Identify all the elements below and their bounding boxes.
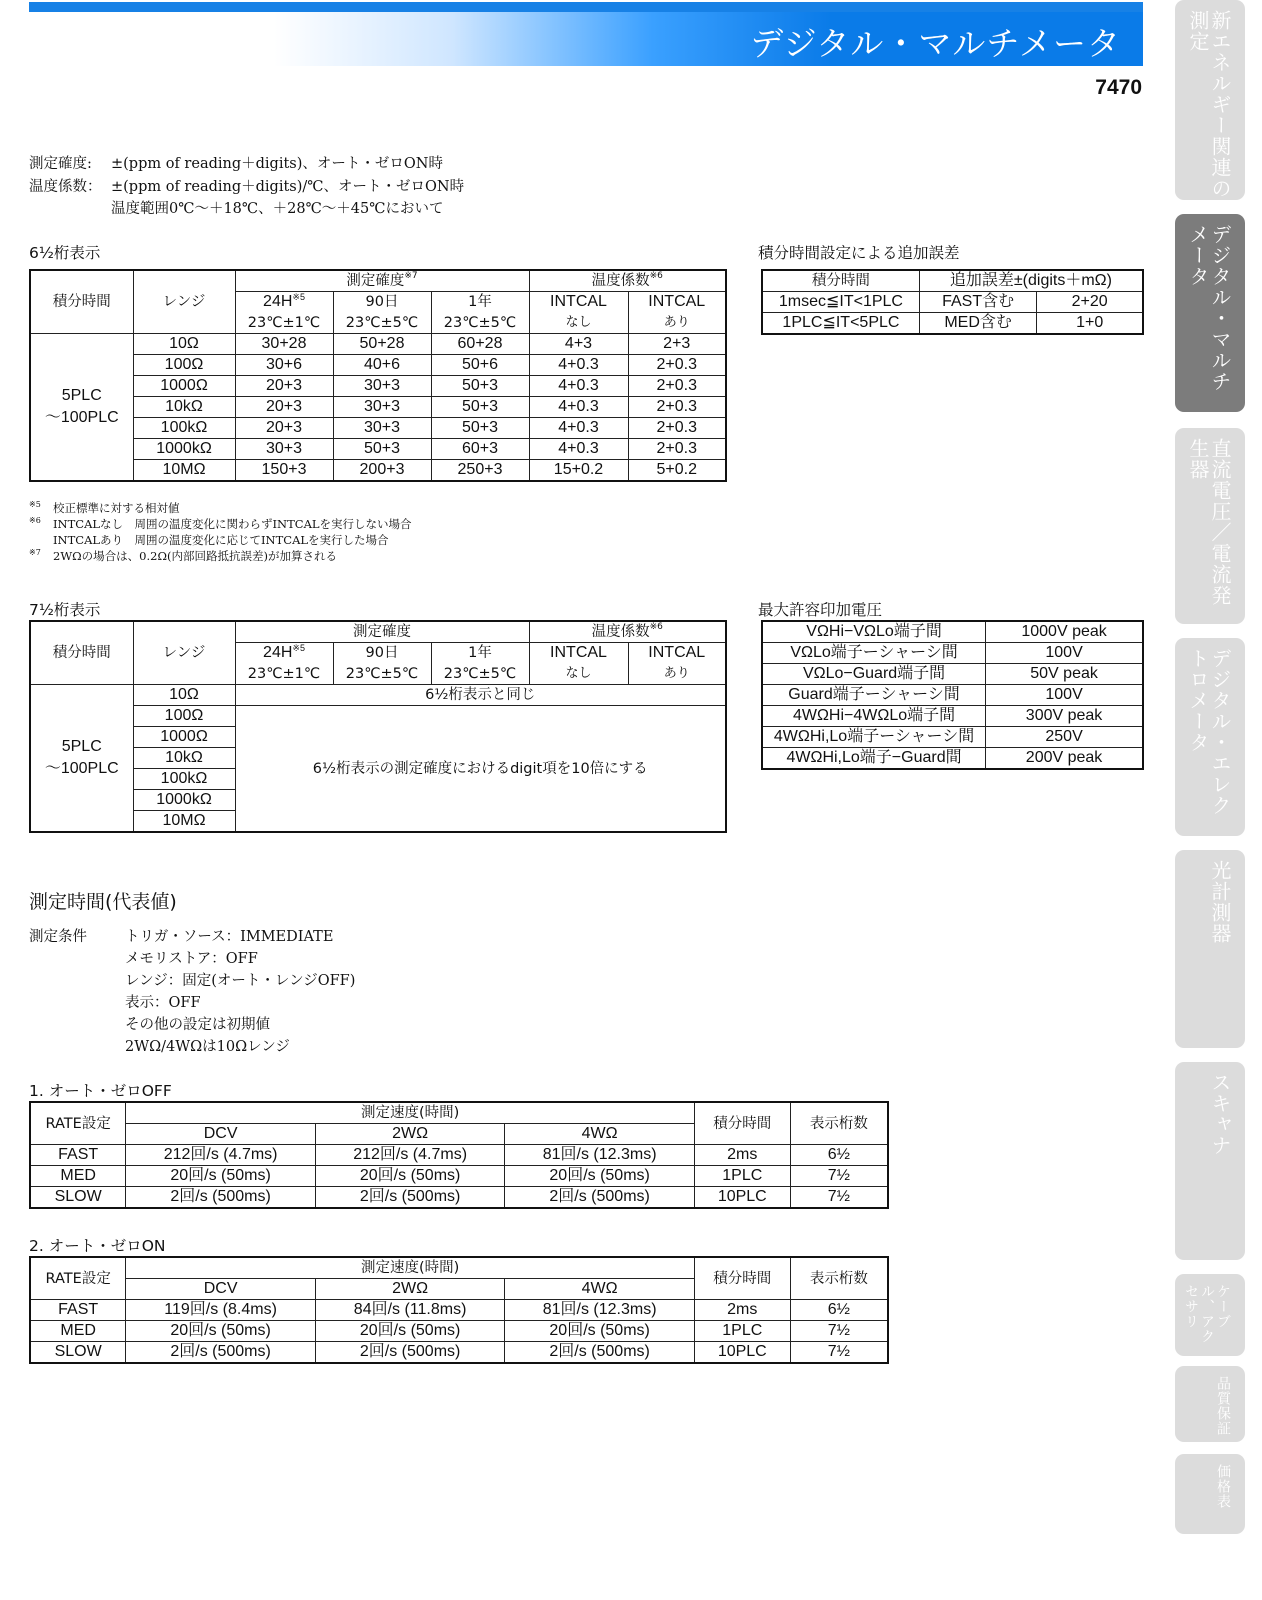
tab-label: 直流電圧／電流発生器 [1186,438,1232,606]
value-cell: 30+3 [333,376,431,397]
value-cell: 50+6 [431,355,529,376]
tab-scanner[interactable] [1175,1062,1245,1260]
value-cell: 30+6 [235,355,333,376]
header-accuracy: 測定確度 [235,621,529,643]
range-cell: 10MΩ [133,811,235,833]
value-cell: 4+0.3 [529,355,628,376]
speed-table-1-heading: 1. オート・ゼロOFF [29,1082,172,1100]
header-integ-time: 積分時間 [762,270,919,292]
table-row [762,643,1143,664]
value-cell: 30+3 [235,439,333,460]
table-row [30,334,726,355]
w2-cell: 84回/s (11.8ms) [315,1300,505,1321]
range-cell: 1000Ω [133,376,235,397]
tab-new-energy[interactable] [1175,0,1245,200]
range-cell: 10kΩ [133,397,235,418]
err-cell: 1+0 [1037,313,1143,335]
same-as-65-cell: 6½桁表示と同じ [235,685,726,706]
condition-line: 表示：OFF [125,995,201,1011]
tab-label: ケーブル、アクセサリ [1183,1284,1231,1344]
digits-cell: 6½ [790,1300,888,1321]
footnote-ref-7: ※7 [404,271,418,281]
tab-optical[interactable] [1175,850,1245,1048]
terminal-cell: 4WΩHi,Lo端子ーシャーシ間 [762,727,986,748]
dcv-cell: 119回/s (8.4ms) [126,1300,316,1321]
value-cell: 30+28 [235,334,333,355]
integ-cell: 10PLC [694,1187,790,1209]
value-cell: 2+0.3 [628,418,726,439]
range-cell: 10Ω [133,685,235,706]
header-4w: 4WΩ [505,1279,695,1300]
table-row [30,1342,888,1364]
header-2w: 2WΩ [315,1124,505,1145]
header-tempco-label: 温度係数 [591,273,650,289]
w2-cell: 2回/s (500ms) [315,1187,505,1209]
value-cell: 50+3 [431,397,529,418]
accuracy-table-65 [29,269,727,482]
header-accuracy [235,270,529,292]
table-65-heading: 6½桁表示 [29,244,101,262]
accuracy-label: 測定確度: [29,156,92,172]
group-cell [30,685,133,833]
header-range: レンジ [133,621,235,685]
err-cell: 2+20 [1037,292,1143,313]
voltage-cell: 200V peak [986,748,1143,770]
table-row [762,685,1143,706]
header-rate: RATE設定 [30,1257,126,1300]
header-4w: 4WΩ [505,1124,695,1145]
tab-price[interactable] [1175,1454,1245,1534]
digits-cell: 7½ [790,1342,888,1364]
group-label-1: 5PLC [61,387,102,404]
footnote-mark: ※7 [29,548,41,557]
terminal-cell: Guard端子ーシャーシ間 [762,685,986,706]
tab-label: 品質保証 [1215,1376,1231,1436]
table-row [30,685,726,706]
tab-label: 新エネルギー関連の測定 [1186,10,1232,199]
header-90d: 90日 [333,643,431,664]
group-label-2: ～100PLC [44,760,119,777]
table-row [762,664,1143,685]
terminal-cell: 4WΩHi−4WΩLo端子間 [762,706,986,727]
w2-cell: 20回/s (50ms) [315,1166,505,1187]
integ-cell: 1PLC [694,1166,790,1187]
value-cell: 30+3 [333,397,431,418]
cond-1y: 23℃±5℃ [431,664,529,685]
footnote-5 [29,500,180,516]
value-cell: 60+28 [431,334,529,355]
group-label-2: ～100PLC [44,409,119,426]
table-row [30,460,726,482]
header-24h [235,292,333,313]
header-dcv: DCV [126,1279,316,1300]
footnote-ref-6: ※6 [649,271,663,281]
value-cell: 20+3 [235,376,333,397]
footnote-ref-6: ※6 [649,622,663,632]
value-cell: 200+3 [333,460,431,482]
header-integ: 積分時間 [30,270,133,334]
footnote-ref-5: ※5 [292,292,305,303]
cond-1y: 23℃±5℃ [431,313,529,334]
digits-cell: 6½ [790,1145,888,1166]
footnote-text: INTCALあり 周囲の温度変化に応じてINTCALを実行した場合 [53,533,389,547]
w4-cell: 81回/s (12.3ms) [505,1145,695,1166]
header-speed: 測定速度(時間) [126,1257,695,1279]
range-cell: 10Ω [133,334,235,355]
footnote-text: 2WΩの場合は、0.2Ω(内部回路抵抗誤差)が加算される [53,549,337,563]
value-cell: 50+3 [333,439,431,460]
tab-electrometer[interactable] [1175,638,1245,836]
terminal-cell: VΩLo端子ーシャーシ間 [762,643,986,664]
title-bar [29,2,1143,66]
table-row [30,418,726,439]
table-row [30,1166,888,1187]
header-dcv: DCV [126,1124,316,1145]
table-row [30,1321,888,1342]
header-intcal-ari: INTCAL [628,292,726,313]
header-accuracy-label: 測定確度 [346,273,405,289]
w4-cell: 20回/s (50ms) [505,1321,695,1342]
header-90d: 90日 [333,292,431,313]
w2-cell: 212回/s (4.7ms) [315,1145,505,1166]
table-row [30,1145,888,1166]
table-row [30,706,726,727]
accuracy-text: ±(ppm of reading＋digits)、オート・ゼロON時 [111,156,443,172]
value-cell: 2+0.3 [628,439,726,460]
range-cell: 1000kΩ [133,439,235,460]
cond-90d: 23℃±5℃ [333,313,431,334]
header-2w: 2WΩ [315,1279,505,1300]
max-voltage-heading: 最大許容印加電圧 [758,601,883,619]
cond-ari: あり [628,313,726,334]
value-cell: 4+0.3 [529,439,628,460]
terminal-cell: 4WΩHi,Lo端子−Guard間 [762,748,986,770]
max-voltage-table [761,620,1144,770]
table-row [762,621,1143,643]
value-cell: 30+3 [333,418,431,439]
tab-dc-source[interactable] [1175,428,1245,624]
tab-digital-multimeter[interactable] [1175,214,1245,412]
meas-time-heading: 測定時間(代表値) [29,891,177,913]
w2-cell: 20回/s (50ms) [315,1321,505,1342]
tab-label: スキャナ [1208,1072,1232,1156]
digits-cell: 7½ [790,1321,888,1342]
value-cell: 2+0.3 [628,376,726,397]
header-tempco [529,621,726,643]
cond-label: 測定条件 [29,929,87,945]
header-integ: 積分時間 [30,621,133,685]
condition-line: レンジ：固定(オート・レンジOFF) [125,973,356,989]
table-row [30,1187,888,1209]
range-cell: 10MΩ [133,460,235,482]
value-cell: 4+3 [529,334,628,355]
table-row [762,292,1143,313]
footnote-text: 校正標準に対する相対値 [53,501,180,515]
voltage-cell: 100V [986,685,1143,706]
cond-ari: あり [628,664,726,685]
rate-cell: MED [30,1166,126,1187]
rate-cell: MED [30,1321,126,1342]
dcv-cell: 20回/s (50ms) [126,1166,316,1187]
voltage-cell: 100V [986,643,1143,664]
w4-cell: 2回/s (500ms) [505,1342,695,1364]
value-cell: 15+0.2 [529,460,628,482]
voltage-cell: 1000V peak [986,621,1143,643]
value-cell: 20+3 [235,418,333,439]
rate-cell: SLOW [30,1342,126,1364]
cond-nashi: なし [529,664,628,685]
header-tempco [529,270,726,292]
x10-digit-cell: 6½桁表示の測定確度におけるdigit項を10倍にする [235,706,726,833]
footnote-text: INTCALなし 周囲の温度変化に関わらずINTCALを実行しない場合 [53,517,412,531]
value-cell: 50+3 [431,418,529,439]
tab-quality[interactable] [1175,1366,1245,1442]
dcv-cell: 212回/s (4.7ms) [126,1145,316,1166]
tempco-label: 温度係数： [29,179,102,195]
digits-cell: 7½ [790,1166,888,1187]
time-cell: 1msec≦IT<1PLC [762,292,919,313]
w4-cell: 81回/s (12.3ms) [505,1300,695,1321]
range-cell: 100kΩ [133,769,235,790]
tempco-range: 温度範囲0℃～＋18℃、＋28℃～＋45℃において [111,201,444,217]
value-cell: 20+3 [235,397,333,418]
range-cell: 1000Ω [133,727,235,748]
header-tempco-label: 温度係数 [591,624,650,640]
tempco-text: ±(ppm of reading＋digits)/℃、オート・ゼロON時 [111,179,465,195]
header-24h-label: 24H [263,644,293,662]
integ-cell: 2ms [694,1145,790,1166]
table-row [30,355,726,376]
value-cell: 50+3 [431,376,529,397]
integ-cell: 2ms [694,1300,790,1321]
footnote-6 [29,516,412,532]
group-label-1: 5PLC [61,738,102,755]
value-cell: 60+3 [431,439,529,460]
header-1y: 1年 [431,292,529,313]
model-number: 7470 [1095,76,1142,99]
header-intcal-nashi: INTCAL [529,643,628,664]
tab-label: デジタル・マルチメータ [1186,224,1232,392]
dcv-cell: 20回/s (50ms) [126,1321,316,1342]
range-cell: 100Ω [133,355,235,376]
w2-cell: 2回/s (500ms) [315,1342,505,1364]
header-add-err: 追加誤差±(digits＋mΩ) [919,270,1143,292]
footnote-ref-5: ※5 [292,643,305,654]
footnote-mark: ※6 [29,516,41,525]
mode-cell: FAST含む [919,292,1036,313]
voltage-cell: 250V [986,727,1143,748]
page-title: デジタル・マルチメータ [750,24,1121,63]
value-cell: 150+3 [235,460,333,482]
digits-cell: 7½ [790,1187,888,1209]
rate-cell: FAST [30,1300,126,1321]
value-cell: 250+3 [431,460,529,482]
header-integ: 積分時間 [694,1102,790,1145]
integ-cell: 10PLC [694,1342,790,1364]
footnote-6b [29,532,389,548]
condition-line: トリガ・ソース：IMMEDIATE [125,929,334,945]
table-75-heading: 7½桁表示 [29,601,101,619]
value-cell: 5+0.2 [628,460,726,482]
header-speed: 測定速度(時間) [126,1102,695,1124]
condition-line: メモリストア：OFF [125,951,258,967]
speed-table-autozero-on [29,1256,889,1364]
voltage-cell: 50V peak [986,664,1143,685]
group-cell [30,334,133,482]
value-cell: 2+3 [628,334,726,355]
value-cell: 2+0.3 [628,397,726,418]
table-row [762,727,1143,748]
header-24h [235,643,333,664]
cond-24h: 23℃±1℃ [235,313,333,334]
rate-cell: SLOW [30,1187,126,1209]
header-intcal-ari: INTCAL [628,643,726,664]
value-cell: 40+6 [333,355,431,376]
header-intcal-nashi: INTCAL [529,292,628,313]
header-24h-label: 24H [263,293,293,311]
terminal-cell: VΩLo−Guard端子間 [762,664,986,685]
tab-cables[interactable] [1175,1274,1245,1356]
header-rate: RATE設定 [30,1102,126,1145]
table-row [30,376,726,397]
mode-cell: MED含む [919,313,1036,335]
range-cell: 100Ω [133,706,235,727]
dcv-cell: 2回/s (500ms) [126,1342,316,1364]
voltage-cell: 300V peak [986,706,1143,727]
footnote-mark: ※5 [29,500,41,509]
range-cell: 1000kΩ [133,790,235,811]
cond-24h: 23℃±1℃ [235,664,333,685]
header-integ: 積分時間 [694,1257,790,1300]
integ-cell: 1PLC [694,1321,790,1342]
table-row [762,748,1143,770]
rate-cell: FAST [30,1145,126,1166]
tab-label: 価格表 [1215,1464,1231,1509]
table-row [30,439,726,460]
table-row [30,1300,888,1321]
w4-cell: 20回/s (50ms) [505,1166,695,1187]
header-1y: 1年 [431,643,529,664]
value-cell: 50+28 [333,334,431,355]
header-digits: 表示桁数 [790,1102,888,1145]
table-row [762,313,1143,335]
terminal-cell: VΩHi−VΩLo端子間 [762,621,986,643]
cond-90d: 23℃±5℃ [333,664,431,685]
table-row [30,397,726,418]
range-cell: 10kΩ [133,748,235,769]
w4-cell: 2回/s (500ms) [505,1187,695,1209]
condition-line: その他の設定は初期値 [125,1017,270,1033]
range-cell: 100kΩ [133,418,235,439]
header-digits: 表示桁数 [790,1257,888,1300]
integ-err-table [761,269,1144,335]
footnote-7 [29,548,337,564]
accuracy-table-75 [29,620,727,833]
tab-label: デジタル・エレクトロメータ [1186,648,1232,816]
condition-line: 2WΩ/4WΩは10Ωレンジ [125,1039,290,1055]
value-cell: 4+0.3 [529,397,628,418]
value-cell: 4+0.3 [529,376,628,397]
integ-err-heading: 積分時間設定による追加誤差 [758,244,960,262]
dcv-cell: 2回/s (500ms) [126,1187,316,1209]
speed-table-2-heading: 2. オート・ゼロON [29,1237,166,1255]
table-row [762,706,1143,727]
time-cell: 1PLC≦IT<5PLC [762,313,919,335]
value-cell: 4+0.3 [529,418,628,439]
tab-label: 光計測器 [1208,860,1232,944]
speed-table-autozero-off [29,1101,889,1209]
cond-nashi: なし [529,313,628,334]
value-cell: 2+0.3 [628,355,726,376]
header-range: レンジ [133,270,235,334]
